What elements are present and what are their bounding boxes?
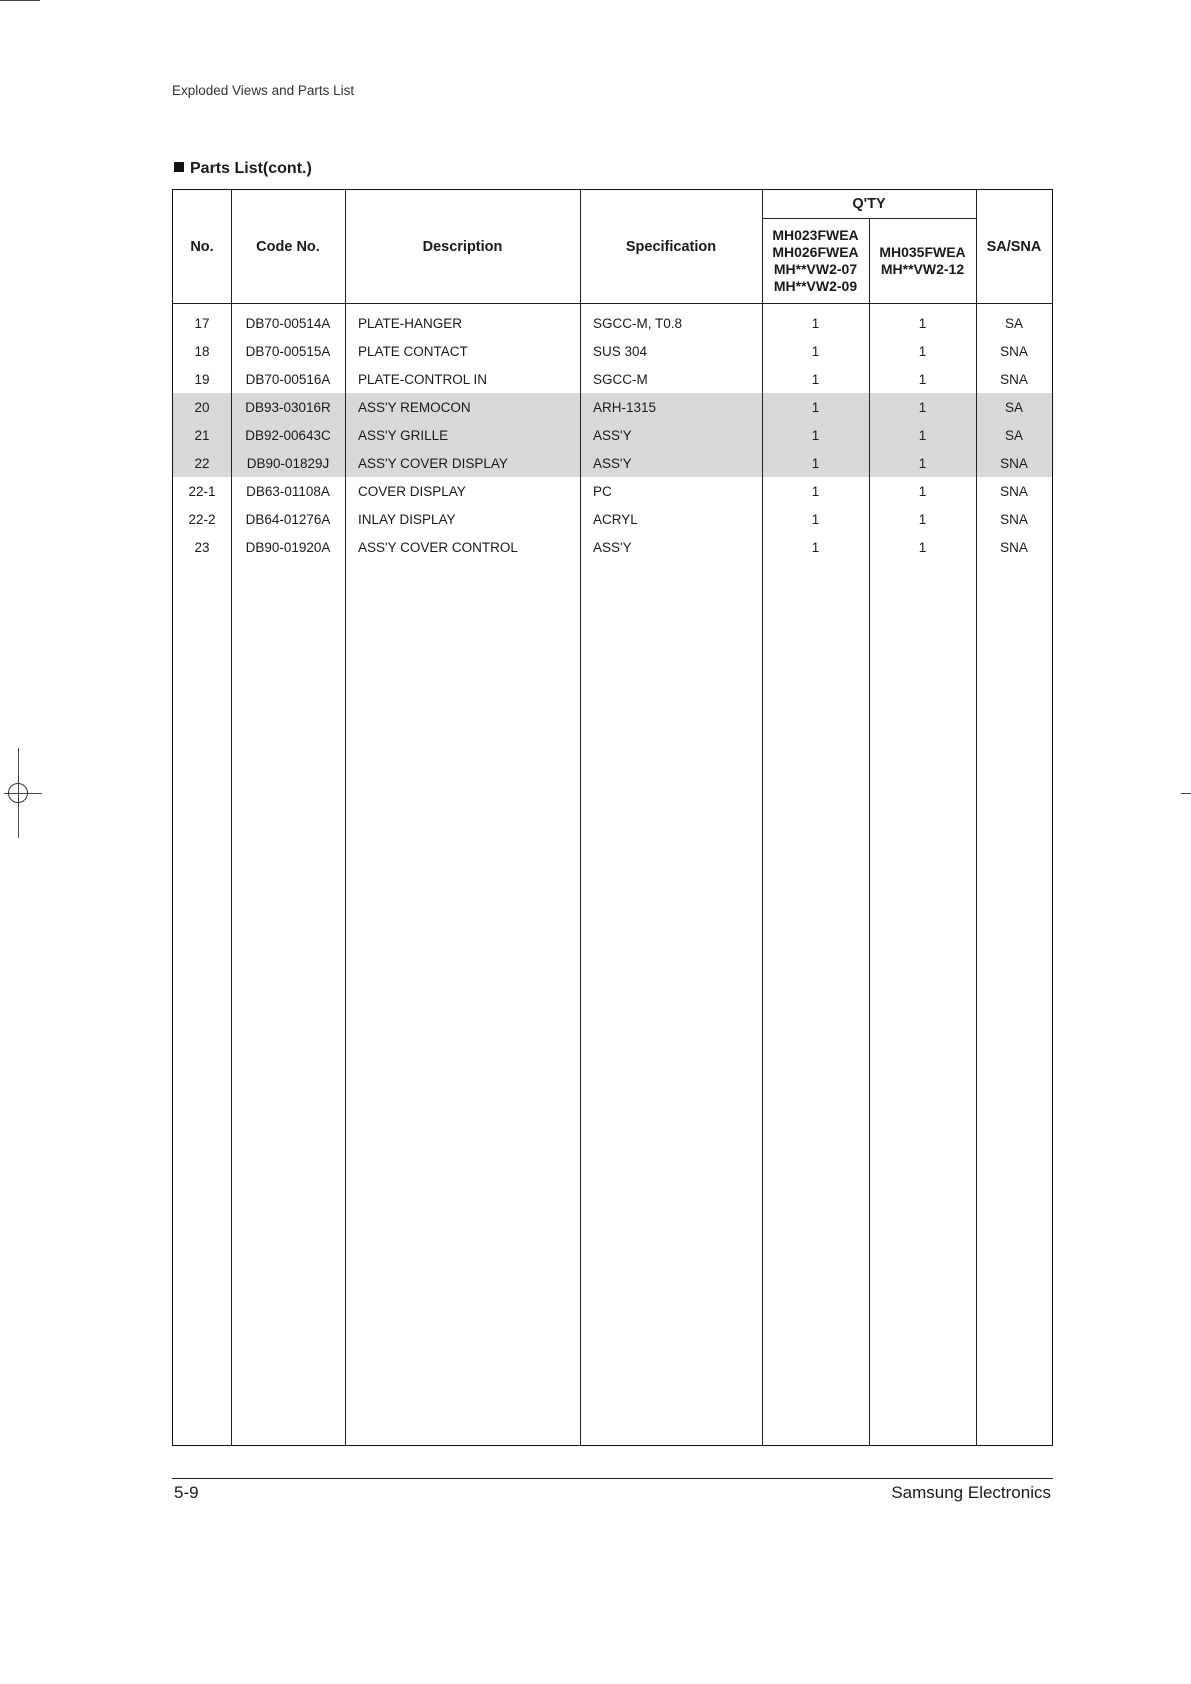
cell-qty-model-b: 1 [918,540,927,555]
cell-specification: ARH-1315 [593,400,657,415]
cell-qty-model-a: 1 [811,316,820,331]
header-code-no: Code No. [256,238,320,255]
cell-qty-model-a: 1 [811,428,820,443]
header-description: Description [422,238,503,255]
cell-qty-model-b: 1 [918,400,927,415]
header-model-b [869,218,976,303]
cell-sa-sna: SA [1004,400,1023,415]
header-model-a [762,218,869,303]
table-row [173,534,1052,562]
cell-code-no: DB93-03016R [245,400,331,415]
cell-no: 22-1 [188,484,216,499]
table-row [173,506,1052,534]
table-row [173,366,1052,394]
cell-qty-model-a: 1 [811,372,820,387]
cell-sa-sna: SNA [1000,344,1028,359]
cell-qty-model-a: 1 [811,344,820,359]
registration-mark-right [1181,793,1191,794]
cell-code-no: DB70-00514A [245,316,331,331]
cell-no: 22 [194,456,210,471]
page-number: 5-9 [174,1483,199,1502]
cell-sa-sna: SNA [1000,512,1028,527]
cell-description: PLATE CONTACT [358,344,468,359]
model-a-line-1: MH023FWEA [772,226,859,243]
cell-code-no: DB90-01920A [245,540,331,555]
parts-table [172,189,1053,1446]
cell-description: ASS'Y COVER DISPLAY [358,456,508,471]
cell-sa-sna: SNA [1000,372,1028,387]
cell-sa-sna: SA [1004,316,1023,331]
cell-qty-model-b: 1 [918,344,927,359]
cell-description: COVER DISPLAY [358,484,466,499]
model-a-line-4: MH**VW2-09 [773,277,858,294]
cell-description: PLATE-CONTROL IN [358,372,488,387]
cell-no: 19 [194,372,210,387]
cell-code-no: DB92-00643C [245,428,331,443]
cell-code-no: DB64-01276A [245,512,331,527]
cell-code-no: DB70-00515A [245,344,331,359]
cell-sa-sna: SNA [1000,540,1028,555]
cell-sa-sna: SNA [1000,484,1028,499]
cell-qty-model-b: 1 [918,484,927,499]
cell-description: ASS'Y REMOCON [358,400,471,415]
table-row [173,422,1052,450]
cell-description: PLATE-HANGER [358,316,463,331]
cell-no: 21 [194,428,210,443]
table-row [173,394,1052,422]
footer-company: Samsung Electronics [891,1483,1051,1502]
cell-qty-model-a: 1 [811,484,820,499]
cell-code-no: DB90-01829J [246,456,330,471]
cell-qty-model-b: 1 [918,428,927,443]
cell-code-no: DB70-00516A [245,372,331,387]
cell-description: ASS'Y GRILLE [358,428,449,443]
cell-sa-sna: SNA [1000,456,1028,471]
cell-description: ASS'Y COVER CONTROL [358,540,518,555]
header-specification: Specification [625,238,717,255]
footer-rule [172,1478,1053,1479]
table-row [173,478,1052,506]
header-no: No. [190,238,214,255]
header-sa-sna: SA/SNA [986,238,1042,255]
cell-specification: SGCC-M, T0.8 [593,316,683,331]
section-title-text: Parts List(cont.) [190,160,312,177]
cell-qty-model-b: 1 [918,372,927,387]
cell-no: 23 [194,540,210,555]
cell-qty-model-a: 1 [811,540,820,555]
cell-qty-model-a: 1 [811,512,820,527]
table-row [173,338,1052,366]
header-qty: Q'TY [852,196,886,212]
cell-qty-model-b: 1 [918,456,927,471]
table-row [173,310,1052,338]
model-b-line-2: MH**VW2-12 [880,260,965,277]
cell-specification: ASS'Y [593,428,632,443]
cell-qty-model-a: 1 [811,400,820,415]
crop-mark-top-left [0,0,40,1]
cell-no: 22-2 [188,512,216,527]
cell-no: 20 [194,400,210,415]
header-bottom-rule [173,303,1052,304]
model-a-line-3: MH**VW2-07 [773,260,858,277]
cell-specification: SGCC-M [593,372,648,387]
cell-qty-model-b: 1 [918,316,927,331]
cell-specification: ASS'Y [593,456,632,471]
cell-code-no: DB63-01108A [246,484,330,499]
section-title [174,160,312,178]
cell-no: 17 [194,316,210,331]
cell-qty-model-a: 1 [811,456,820,471]
cell-qty-model-b: 1 [918,512,927,527]
cell-specification: ACRYL [593,512,638,527]
square-bullet-icon [174,162,184,172]
cell-specification: PC [593,484,612,499]
model-a-line-2: MH026FWEA [772,243,859,260]
cell-no: 18 [194,344,210,359]
cell-specification: ASS'Y [593,540,632,555]
cell-description: INLAY DISPLAY [358,512,456,527]
table-row [173,450,1052,478]
cell-specification: SUS 304 [593,344,648,359]
running-head: Exploded Views and Parts List [172,83,355,98]
model-b-line-1: MH035FWEA [879,243,966,260]
registration-mark-circle [8,783,28,803]
cell-sa-sna: SA [1004,428,1023,443]
